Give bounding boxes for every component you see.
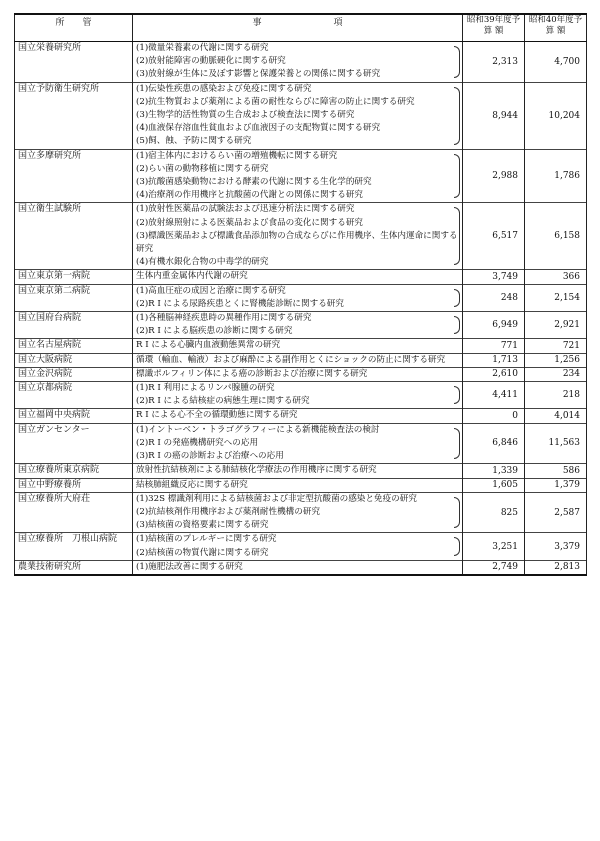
matter-cell	[133, 149, 463, 203]
matter-cell	[133, 560, 463, 575]
agency-cell: 国立名古屋病院	[15, 339, 133, 353]
research-item: (3)結核菌の資格要素に関する研究	[136, 520, 269, 531]
budget-1964-cell: 2,749	[463, 560, 525, 575]
research-item: (2)R I による結核症の病態生理に関する研究	[136, 396, 310, 407]
table-row	[15, 312, 587, 339]
research-item: (1)32S 標識剤利用による結核菌および非定型抗酸菌の感染と免疫の研究	[136, 493, 417, 504]
budget-1964-cell: 3,749	[463, 270, 525, 284]
research-item: (1)微量栄養素の代謝に関する研究	[136, 43, 269, 53]
agency-cell: 国立療養所 刀根山病院	[15, 533, 133, 560]
research-item: (2)らい菌の動物移植に関する研究	[136, 163, 269, 174]
table-body	[15, 42, 587, 575]
research-item: (2)抗生物質および薬剤による菌の耐性ならびに障害の防止に関する研究	[136, 96, 415, 107]
budget-1964-cell: 825	[463, 492, 525, 533]
matter-cell	[133, 284, 463, 311]
table-row	[15, 464, 587, 478]
agency-cell: 国立衛生試験所	[15, 203, 133, 270]
budget-1964-cell: 6,517	[463, 203, 525, 270]
budget-1965-cell: 11,563	[525, 423, 587, 464]
table-row	[15, 149, 587, 203]
budget-1965-cell: 218	[525, 382, 587, 409]
agency-cell: 国立中野療養所	[15, 478, 133, 492]
agency-cell: 国立金沢病院	[15, 367, 133, 381]
budget-1964-cell: 2,313	[463, 42, 525, 83]
research-item: (4)血液保存溶血性貧血および血液因子の支配物質に関する研究	[136, 123, 381, 134]
budget-1964-cell: 1,339	[463, 464, 525, 478]
budget-1964-cell: 248	[463, 284, 525, 311]
table-row	[15, 353, 587, 367]
research-item: (2)R I による脳疾患の診断に関する研究	[136, 326, 293, 337]
research-item: (2)R I の発癌機構研究への応用	[136, 437, 259, 448]
research-item: (3)抗酸菌感染動物における酵素の代謝に関する生化学的研究	[136, 177, 372, 188]
budget-1964-cell: 1,713	[463, 353, 525, 367]
matter-cell	[133, 478, 463, 492]
budget-1964-cell: 0	[463, 409, 525, 423]
research-item: 結核肺組織反応に関する研究	[136, 479, 248, 490]
table-row	[15, 423, 587, 464]
table-row	[15, 42, 587, 83]
matter-cell	[133, 492, 463, 533]
budget-1964-cell: 1,605	[463, 478, 525, 492]
matter-cell	[133, 42, 463, 83]
agency-cell: 国立多摩研究所	[15, 149, 133, 203]
budget-1965-cell: 6,158	[525, 203, 587, 270]
agency-cell: 国立予防衛生研究所	[15, 82, 133, 149]
research-item: (2)結核菌の物質代謝に関する研究	[136, 547, 269, 558]
header-agency: 所 管	[15, 14, 133, 42]
research-item: (2)放射能障害の動脈硬化に関する研究	[136, 56, 286, 67]
research-item: (2)抗結核剤作用機序および薬剤耐性機構の研究	[136, 506, 321, 517]
header-budget-1964: 昭和39年度予 算 額	[463, 14, 525, 42]
header-budget-1965: 昭和40年度予 算 額	[525, 14, 587, 42]
budget-1965-cell: 2,921	[525, 312, 587, 339]
research-item: (4)有機水銀化合物の中毒学的研究	[136, 257, 269, 268]
budget-1964-cell: 3,251	[463, 533, 525, 560]
matter-cell	[133, 409, 463, 423]
research-item: (3)R I の癌の診断および治療への応用	[136, 451, 284, 462]
research-item: (3)標識医薬品および標識食品添加物の合成ならびに作用機序、生体内運命に関する研究	[136, 230, 458, 255]
budget-1965-cell: 2,813	[525, 560, 587, 575]
research-item: (1)放射性医薬品の試験法および迅速分析法に関する研究	[136, 204, 355, 215]
research-item: (1)イントーベン・トラゴグラフィーによる新機能検査法の検討	[136, 424, 380, 435]
budget-1965-cell: 1,256	[525, 353, 587, 367]
table-row	[15, 409, 587, 423]
research-item: (5)飼、蝕、予防に関する研究	[136, 136, 252, 147]
budget-1965-cell: 4,014	[525, 409, 587, 423]
agency-cell: 国立ガンセンター	[15, 423, 133, 464]
agency-cell: 国立国府台病院	[15, 312, 133, 339]
matter-cell	[133, 464, 463, 478]
matter-cell	[133, 82, 463, 149]
table-row	[15, 203, 587, 270]
budget-1965-cell: 366	[525, 270, 587, 284]
matter-cell	[133, 339, 463, 353]
research-item: 生体内重金属体内代謝の研究	[136, 271, 248, 282]
table-row	[15, 492, 587, 533]
budget-1964-cell: 771	[463, 339, 525, 353]
matter-cell	[133, 270, 463, 284]
agency-cell: 国立東京第一病院	[15, 270, 133, 284]
budget-1965-cell: 1,786	[525, 149, 587, 203]
budget-1965-cell: 2,587	[525, 492, 587, 533]
table-row	[15, 284, 587, 311]
agency-cell: 国立京都病院	[15, 382, 133, 409]
table-row	[15, 382, 587, 409]
budget-1964-cell: 6,846	[463, 423, 525, 464]
agency-cell: 国立福岡中央病院	[15, 409, 133, 423]
budget-1964-cell: 6,949	[463, 312, 525, 339]
research-item: (1)結核菌のプレルギーに関する研究	[136, 534, 277, 545]
budget-1965-cell: 1,379	[525, 478, 587, 492]
header-row	[15, 14, 587, 42]
research-item: (4)治療剤の作用機序と抗酸菌の代謝との関係に関する研究	[136, 190, 364, 201]
research-item: (1)伝染性疾患の感染および免疫に関する研究	[136, 83, 312, 94]
agency-cell: 国立大阪病院	[15, 353, 133, 367]
budget-table	[14, 13, 587, 576]
budget-1964-cell: 2,988	[463, 149, 525, 203]
table-row	[15, 339, 587, 353]
table-row	[15, 478, 587, 492]
research-item: (2)放射線照射による医薬品および食品の変化に関する研究	[136, 217, 364, 228]
research-item: 循環（輸血、輸液）および麻酔による副作用とくにショックの防止に関する研究	[136, 354, 446, 365]
research-item: R I による心臓内血液動態異常の研究	[136, 340, 281, 351]
budget-1965-cell: 234	[525, 367, 587, 381]
research-item: (1)施肥法改善に関する研究	[136, 561, 243, 572]
research-item: (1)宿主体内におけるらい菌の増殖機転に関する研究	[136, 150, 338, 161]
matter-cell	[133, 312, 463, 339]
matter-cell	[133, 533, 463, 560]
research-item: (3)放射線が生体に及ぼす影響と保護栄養との関係に関する研究	[136, 69, 381, 80]
budget-1965-cell: 3,379	[525, 533, 587, 560]
table-row	[15, 270, 587, 284]
budget-1965-cell: 4,700	[525, 42, 587, 83]
matter-cell	[133, 353, 463, 367]
table-row	[15, 533, 587, 560]
research-item: (2)R I による尿路疾患とくに腎機能診断に関する研究	[136, 298, 344, 309]
research-item: 放射性抗結核剤による肺結核化学療法の作用機序に関する研究	[136, 465, 377, 476]
agency-cell: 農業技術研究所	[15, 560, 133, 575]
research-item: 標識ポルフィリン体による癌の診断および治療に関する研究	[136, 368, 368, 379]
matter-cell	[133, 423, 463, 464]
budget-1964-cell: 4,411	[463, 382, 525, 409]
budget-1965-cell: 586	[525, 464, 587, 478]
research-item: (3)生物学的活性物質の生合成および検査法に関する研究	[136, 110, 355, 121]
budget-1965-cell: 10,204	[525, 82, 587, 149]
table-row	[15, 560, 587, 575]
agency-cell: 国立療養所東京病院	[15, 464, 133, 478]
research-item: R I による心不全の循環動態に関する研究	[136, 410, 298, 421]
agency-cell: 国立東京第二病院	[15, 284, 133, 311]
table-row	[15, 367, 587, 381]
budget-1964-cell: 2,610	[463, 367, 525, 381]
research-item: (1)R I 利用によるリンパ腺腫の研究	[136, 383, 275, 394]
table-row	[15, 82, 587, 149]
research-item: (1)各種脳神経疾患時の異種作用に関する研究	[136, 313, 312, 324]
header-matter: 事 項	[133, 14, 463, 42]
matter-cell	[133, 203, 463, 270]
budget-1965-cell: 721	[525, 339, 587, 353]
agency-cell: 国立栄養研究所	[15, 42, 133, 83]
research-item: (1)高血圧症の成因と治療に関する研究	[136, 285, 286, 296]
matter-cell	[133, 382, 463, 409]
budget-1964-cell: 8,944	[463, 82, 525, 149]
agency-cell: 国立療養所大府荘	[15, 492, 133, 533]
budget-1965-cell: 2,154	[525, 284, 587, 311]
matter-cell	[133, 367, 463, 381]
